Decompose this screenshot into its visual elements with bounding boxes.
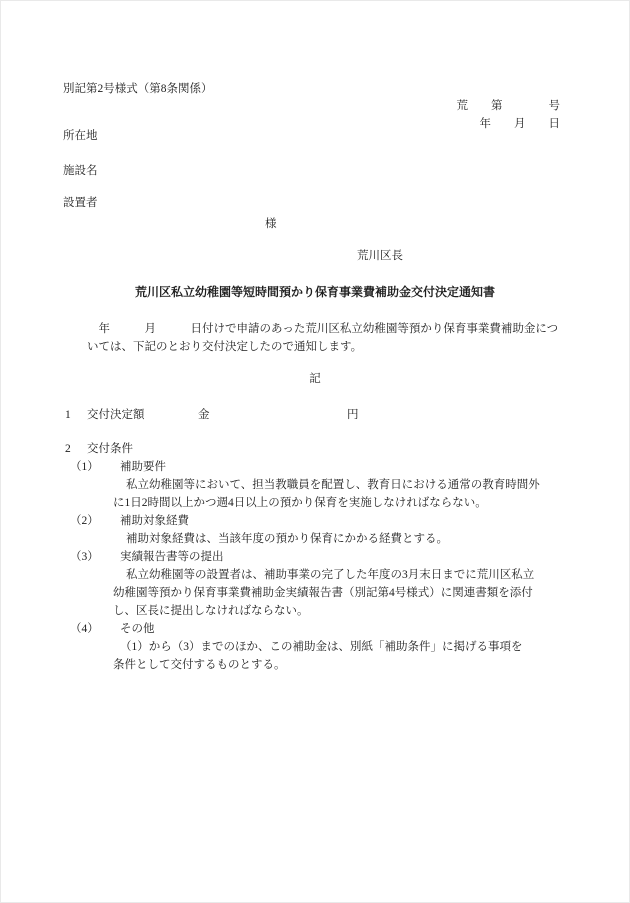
document-title: 荒川区私立幼稚園等短時間預かり保育事業費補助金交付決定通知書 — [134, 285, 495, 299]
award-item-label: 交付決定額 — [87, 409, 145, 421]
condition-4-number: （4） — [70, 623, 99, 635]
condition-1-text-line-1: 私立幼稚園等において、担当教職員を配置し、教育日における通常の教育時間外 — [126, 479, 540, 491]
conditions-item-label: 交付条件 — [87, 443, 133, 455]
condition-1-number: （1） — [70, 461, 99, 473]
recipient-facility-label: 施設名 — [63, 165, 98, 177]
condition-2-number: （2） — [70, 515, 99, 527]
recipient-founder-label: 設置者 — [63, 197, 98, 209]
issue-date: 年 月 日 — [479, 118, 560, 130]
recipient-honorific: 様 — [265, 218, 277, 230]
condition-1-text-line-2: に1日2時間以上かつ週4日以上の預かり保育を実施しなければならない。 — [113, 497, 487, 509]
sender-name: 荒川区長 — [357, 250, 403, 262]
award-amount-prefix: 金 — [198, 409, 210, 421]
record-separator: 記 — [309, 373, 321, 385]
condition-3-number: （3） — [70, 551, 99, 563]
condition-2-text-line-1: 補助対象経費は、当該年度の預かり保育にかかる経費とする。 — [126, 533, 448, 545]
condition-3-label: 実績報告書等の提出 — [120, 551, 224, 563]
intro-paragraph-line-2: いては、下記のとおり交付決定したので通知します。 — [87, 341, 363, 353]
recipient-address-label: 所在地 — [63, 130, 98, 142]
condition-4-text-line-2: 条件として交付するものとする。 — [113, 659, 286, 671]
condition-3-text-line-1: 私立幼稚園等の設置者は、補助事業の完了した年度の3月末日までに荒川区私立 — [126, 569, 535, 581]
condition-2-label: 補助対象経費 — [120, 515, 189, 527]
condition-1-label: 補助要件 — [120, 461, 166, 473]
condition-4-label: その他 — [120, 623, 155, 635]
intro-paragraph-line-1: 年 月 日付けで申請のあった荒川区私立幼稚園等預かり保育事業費補助金につ — [87, 323, 559, 335]
conditions-item-number: 2 — [65, 443, 71, 455]
condition-3-text-line-3: し、区長に提出しなければならない。 — [113, 605, 309, 617]
document-number: 荒 第 号 — [456, 100, 560, 112]
condition-3-text-line-2: 幼稚園等預かり保育事業費補助金実績報告書（別記第4号様式）に関連書類を添付 — [113, 587, 533, 599]
award-amount-suffix: 円 — [347, 409, 359, 421]
award-item-number: 1 — [65, 409, 71, 421]
form-reference: 別記第2号様式（第8条関係） — [63, 83, 213, 95]
condition-4-text-line-1: （1）から（3）までのほか、この補助金は、別紙「補助条件」に掲げる事項を — [120, 641, 523, 653]
